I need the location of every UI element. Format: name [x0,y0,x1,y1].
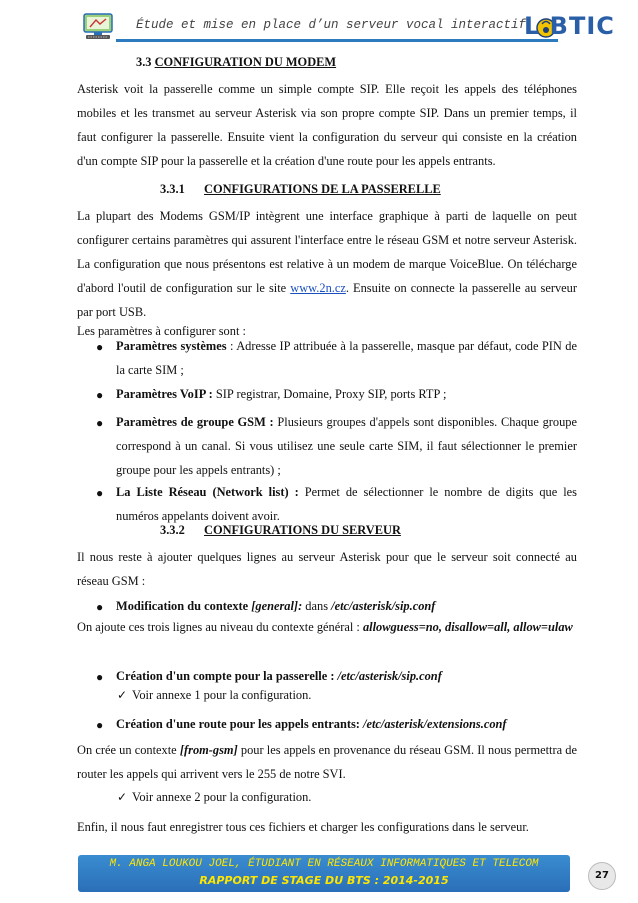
param-item: Paramètres VoIP : SIP registrar, Domaine, Proxy SIP, ports RTP ; [116,387,447,401]
header-rule [116,39,558,42]
section-number: 3.3.1 [160,182,185,196]
check-mark-icon: ✓ [117,790,128,804]
trois-lignes-paragraph: On ajoute ces trois lignes au niveau du contexte général : allowguess=no, disallow=all, allow=ulaw [77,620,573,634]
penguin-computer-logo-icon [78,10,118,44]
section-number: 3.3.2 [160,523,185,537]
closing-paragraph: Enfin, il nous faut enregistrer tous ces fichiers et charger les configurations dans le serveur. [77,820,529,834]
param-item: La Liste Réseau (Network list) : Permet de sélectionner le nombre de digits que les numéros appelants doivent avoir. [116,485,577,523]
labtic-logo [518,8,638,46]
check-mark-icon: ✓ [117,688,128,702]
params-intro: Les paramètres à configurer sont : [77,324,246,338]
section-3-3-1-paragraph: La plupart des Modems GSM/IP intègrent une interface graphique à parti de laquelle on peut configurer certains paramètres qui assurent l'interface entre le réseau GSM et notre serveur Asterisk. La configuration que nous présentons est relative à un modem de marque VoiceBlue. On télécharge d'abord l'outil de configuration sur le site www.2n.cz. Ensuite on connecte la passerelle au serveur par port USB. [77,209,577,319]
section-3-3-1-heading [160,182,441,197]
section-title: CONFIGURATION DU MODEM [154,55,337,69]
footer-author: M. ANGA LOUKOU JOEL, ÉTUDIANT EN RÉSEAUX INFORMATIQUES ET TELECOM [109,858,539,870]
param-item: Paramètres de groupe GSM : Plusieurs groupes d'appels sont disponibles. Chaque groupe correspond à un canal. Si vous utilisez une seule carte SIM, il faut sélectionner le premier groupe pour les appels entrants) ; [116,415,577,477]
bullet-dot-icon: ● [96,486,104,500]
page-footer [78,855,570,892]
footer-report: RAPPORT DE STAGE DU BTS : 2014-2015 [199,874,449,887]
bullet-dot-icon: ● [96,670,104,684]
section-title: CONFIGURATIONS DE LA PASSERELLE [204,182,441,196]
header-title: Étude et mise en place d’un serveur vocal interactif [136,18,527,32]
logo-text: L BTIC [524,12,615,40]
bullet-dot-icon: ● [96,718,104,732]
bullet-dot-icon: ● [96,416,104,430]
config-item-route: Création d'une route pour les appels entrants: /etc/asterisk/extensions.conf [116,717,507,731]
section-3-3-paragraph: Asterisk voit la passerelle comme un simple compte SIP. Elle reçoit les appels des téléphones mobiles et les transmet au serveur Asterisk via son propre compte SIP. Dans un premier temps, il faut configurer la passerelle. Ensuite vient la configuration du serveur qui consiste en la création d'un compte SIP pour la passerelle et la création d'une route pour les appels entrants. [77,82,577,168]
bullet-dot-icon: ● [96,388,104,402]
param-item: Paramètres systèmes : Adresse IP attribuée à la passerelle, masque par défaut, code PIN de la carte SIM ; [116,339,577,377]
section-3-3-2-heading [160,523,401,538]
section-number: 3.3 [136,55,152,69]
bullet-dot-icon: ● [96,340,104,354]
annexe-2-note: Voir annexe 2 pour la configuration. [132,790,312,804]
section-3-3-heading [136,55,336,70]
config-item-general: Modification du contexte [general]: dans /etc/asterisk/sip.conf [116,599,436,613]
annexe-1-note: Voir annexe 1 pour la configuration. [132,688,312,702]
section-3-3-2-intro: Il nous reste à ajouter quelques lignes au serveur Asterisk pour que le serveur soit connecté au réseau GSM : [77,550,577,588]
config-item-compte: Création d'un compte pour la passerelle : /etc/asterisk/sip.conf [116,669,442,683]
page-header [78,6,618,46]
bullet-dot-icon: ● [96,600,104,614]
section-title: CONFIGURATIONS DU SERVEUR [204,523,401,537]
page-number: 27 [588,862,616,890]
contexte-paragraph: On crée un contexte [from-gsm] pour les appels en provenance du réseau GSM. Il nous permettra de router les appels qui arrivent vers le 255 de notre SVI. [77,743,577,781]
site-link[interactable]: www.2n.cz [290,281,346,295]
